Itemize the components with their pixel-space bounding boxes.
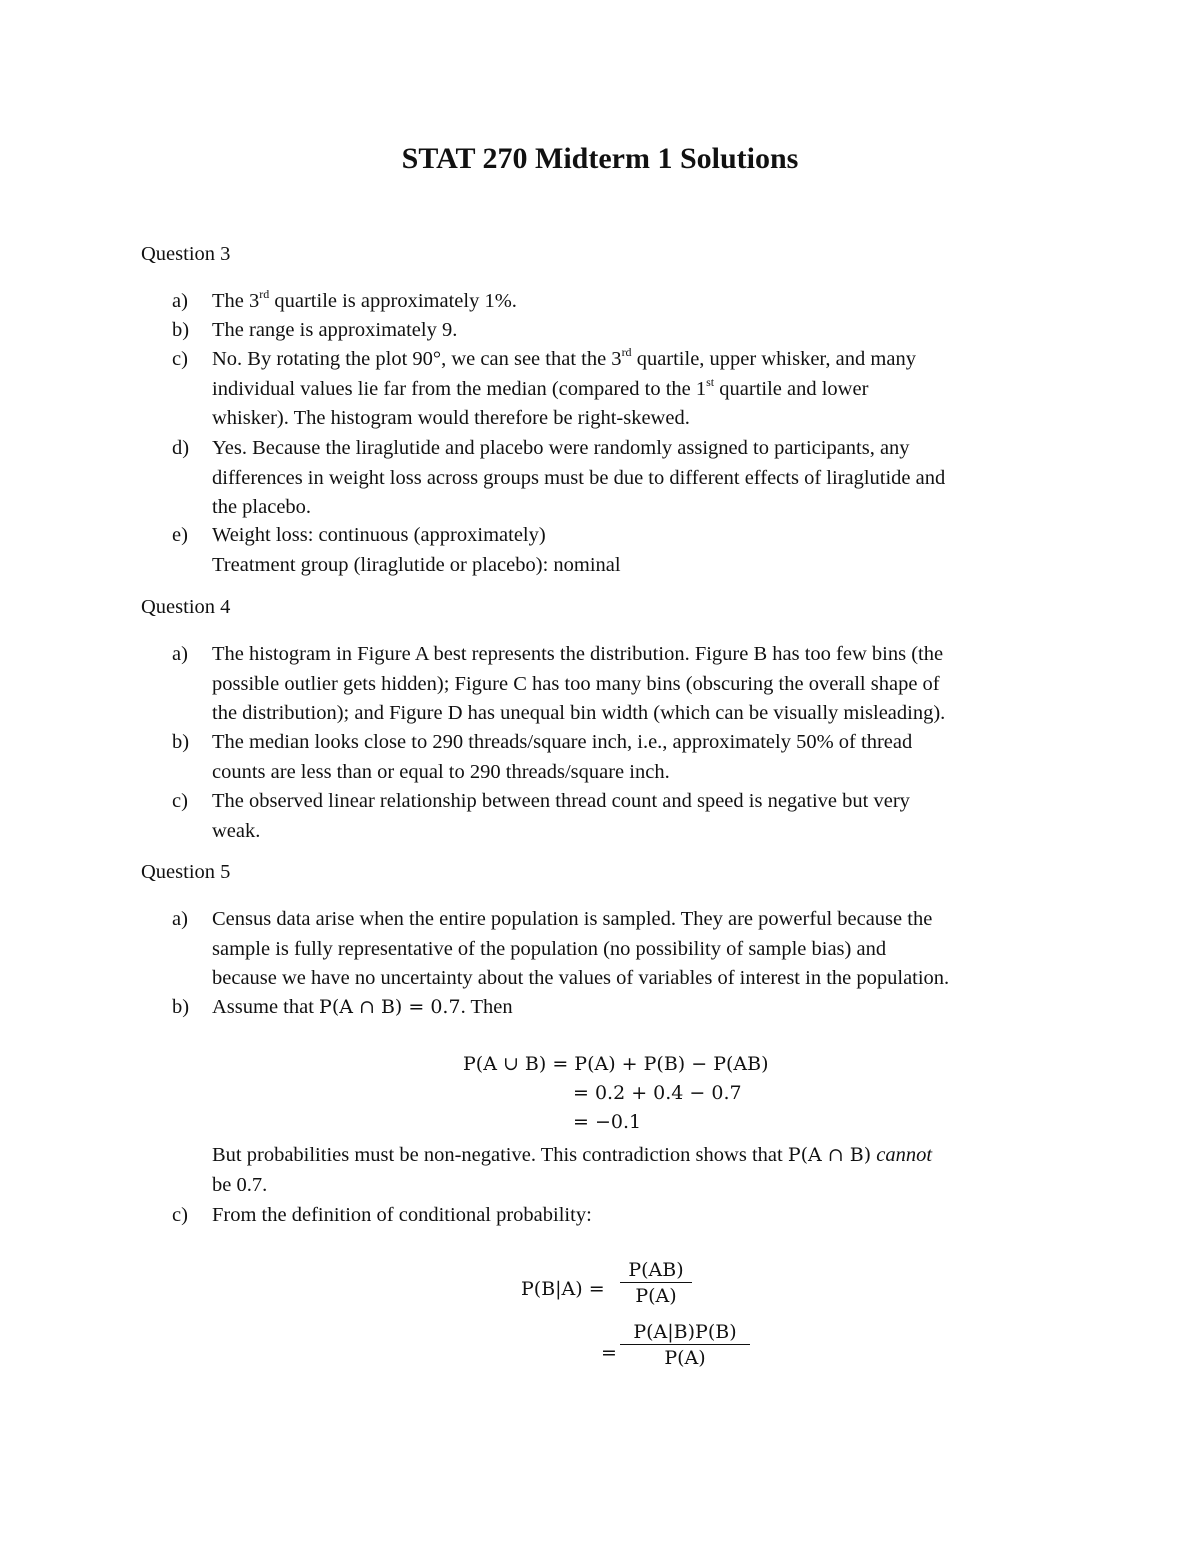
q4b-line-2: counts are less than or equal to 290 threads/square inch. [212,760,670,783]
item-label: e) [172,524,188,546]
q5c-text: From the definition of conditional probability: [212,1204,592,1226]
q4a-line-3: the distribution); and Figure D has unequal bin width (which can be visually misleading). [212,702,946,724]
item-label: d) [172,437,190,459]
q3c-line-1: No. By rotating the plot 90°, we can see that the 3rd quartile, upper whisker, and many [212,345,916,370]
q4a-line-1: The histogram in Figure A best represents the distribution. Figure B has too few bins (the [212,643,944,665]
q3a-text-pre: The 3 [212,290,260,312]
q4b-line-1: The median looks close to 290 threads/square inch, i.e., approximately 50% of thread [212,731,913,753]
q3c-line-3: whisker). The histogram would therefore be right-skewed. [212,407,690,429]
q4c-line-1: The observed linear relationship between thread count and speed is negative but very [212,790,910,812]
q5b-intro-math: P(A ∩ B) = 0.7 [319,996,461,1018]
q5b-emphasis: cannot [876,1144,933,1166]
q3a-text-post: quartile is approximately 1%. [269,290,517,312]
q5a-line-2: sample is fully representative of the population (no possibility of sample bias) and [212,937,887,960]
q5c-lhs: P(B|A) = [521,1278,605,1300]
q5b-conclusion-math: P(A ∩ B) [787,1144,872,1166]
q5a-line-1: Census data arise when the entire population is sampled. They are powerful because the [212,908,933,930]
item-label: a) [172,908,188,930]
item-label: c) [172,348,188,370]
item-label: c) [172,1204,188,1226]
q5b-intro: Assume that P(A ∩ B) = 0.7. Then [212,996,513,1018]
q3c-line-2: individual values lie far from the median (compared to the 1st quartile and lower [212,374,869,400]
q5c-fraction-1 [620,1259,692,1307]
item-label: a) [172,643,188,665]
q3e-line-2: Treatment group (liraglutide or placebo): nominal [212,553,621,576]
q5c-fraction-2 [620,1321,750,1369]
item-label: b) [172,319,190,341]
document-title: STAT 270 Midterm 1 Solutions [401,142,799,175]
q3d-line-3: the placebo. [212,496,312,518]
item-label: c) [172,790,188,812]
q5c-fraction-2-numerator: P(A|B)P(B) [620,1321,750,1345]
q5c-fraction-1-denominator: P(A) [635,1285,677,1307]
question-4-heading: Question 4 [141,596,231,618]
q5c-equals-sign: = [601,1342,617,1364]
q3b-text: The range is approximately 9. [212,319,458,341]
q4c-line-2: weak. [212,819,261,842]
q5b-equation-line-3: = −0.1 [573,1111,642,1133]
item-label: a) [172,290,188,312]
q5a-line-3: because we have no uncertainty about the values of variables of interest in the population. [212,967,950,989]
q3a-superscript: rd [259,287,270,302]
q3d-line-1: Yes. Because the liraglutide and placebo were randomly assigned to participants, any [212,437,910,459]
q5b-equation-line-2: = 0.2 + 0.4 − 0.7 [573,1082,742,1104]
q3e-line-1: Weight loss: continuous (approximately) [212,524,546,546]
q4a-line-2: possible outlier gets hidden); Figure C has too many bins (obscuring the overall shape of [212,672,940,695]
q5b-conclusion-line-1: But probabilities must be non-negative. This contradiction shows that P(A ∩ B) cannot [212,1144,933,1166]
q5c-fraction-2-denominator: P(A) [664,1347,706,1369]
item-label: b) [172,731,190,753]
q5c-fraction-1-numerator: P(AB) [620,1259,692,1283]
question-5-heading: Question 5 [141,861,231,883]
question-3-heading: Question 3 [141,243,231,265]
q5b-equation-line-1: P(A ∪ B) = P(A) + P(B) − P(AB) [463,1053,769,1075]
q3d-line-2: differences in weight loss across groups must be due to different effects of liraglutide and [212,466,946,489]
item-label: b) [172,996,190,1018]
q5b-conclusion-line-2: be 0.7. [212,1173,268,1196]
